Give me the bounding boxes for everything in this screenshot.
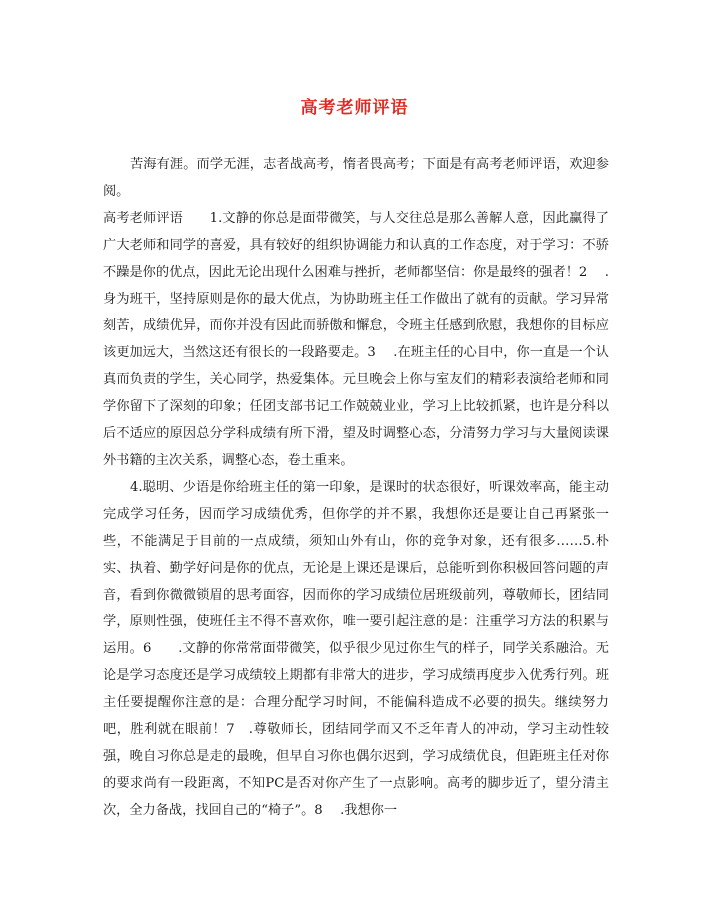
document-body — [103, 152, 609, 825]
document-title: 高考老师评语 — [300, 98, 409, 118]
comments-paragraph-continued: 4.聪明、少语是你给班主任的第一印象，是课时的状态很好，听课效率高，能主动完成学习任务，因而学习成绩优秀，但你学的并不累，我想你还是要让自己再紧张一些，不能满足于目前的一点成绩，须知山外有山，你的竞争对象，还有很多……5.朴实、执着、勤学好问是你的优点，无论是上课还是课后，总能听到你积极回答问题的声音，看到你微微锁眉的思考面容，因而你的学习成绩位居班级前列，尊敬师长，团结同学，原则性强，使班任主不得不喜欢你，唯一要引起注意的是：注重学习方法的积累与运用。6 .文静的你常常面带微笑，似乎很少见过你生气的样子，同学关系融洽。无论是学习态度还是学习成绩较上期都有非常大的进步，学习成绩再度步入优秀行列。班主任要提醒你注意的是：合理分配学习时间，不能偏科造成不必要的损失。继续努力吧，胜利就在眼前！7 .尊敬师长，团结同学而又不乏年青人的冲动，学习主动性较强，晚自习你总是走的最晚，但早自习你也偶尔迟到，学习成绩优良，但距班主任对你的要求尚有一段距离，不知PC是否对你产生了一点影响。高考的脚步近了，望分清主次，全力备战，找回自己的“椅子”。8 .我想你一 — [103, 479, 609, 818]
intro-paragraph: 苦海有涯。而学无涯，志者战高考，惰者畏高考；下面是有高考老师评语，欢迎参阅。 — [103, 157, 609, 199]
comments-paragraph: 高考老师评语 1.文静的你总是面带微笑，与人交往总是那么善解人意，因此赢得了广大老师和同学的喜爱，具有较好的组织协调能力和认真的工作态度，对于学习：不骄不躁是你的优点，因此无论出现什么困难与挫折，老师都坚信：你是最终的强者！2 .身为班干，坚持原则是你的最大优点，为协助班主任工作做出了就有的贡献。学习异常刻苦，成绩优异，而你并没有因此而骄傲和懈怠，令班主任感到欣慰，我想你的目标应该更加远大，当然这还有很长的一段路要走。3 .在班主任的心目中，你一直是一个认真而负责的学生，关心同学，热爱集体。元旦晚会上你与室友们的精彩表演给老师和同学你留下了深刻的印象；任团支部书记工作兢兢业业，学习上比较抓紧，也许是分科以后不适应的原因总分学科成绩有所下滑，望及时调整心态，分清努力学习与大量阅读课外书籍的主次关系，调整心态，卷土重来。 — [103, 210, 609, 468]
